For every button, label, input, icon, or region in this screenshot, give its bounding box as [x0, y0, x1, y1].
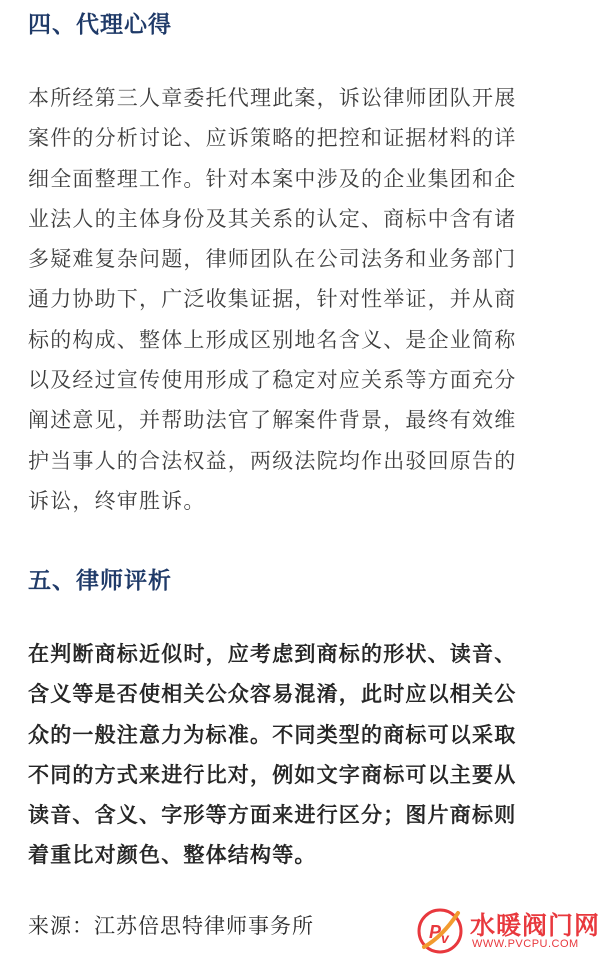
svg-text:P: P [429, 922, 442, 942]
paragraph-line: 着重比对颜色、整体结构等。 [28, 843, 317, 868]
watermark-url: WWW.PVCPU.COM [472, 938, 579, 950]
paragraph-line: 读音、含义、字形等方面来进行区分；图片商标则 [28, 803, 517, 828]
paragraph-line: 标的构成、整体上形成区别地名含义、是企业简称 [28, 327, 517, 352]
paragraph-line: 在判断商标近似时，应考虑到商标的形状、读音、 [28, 642, 517, 666]
paragraph-line: 护当事人的合法权益，两级法院均作出驳回原告的 [28, 448, 517, 473]
paragraph-line: 阐述意见，并帮助法官了解案件背景，最终有效维 [28, 408, 517, 433]
paragraph-line: 案件的分析讨论、应诉策略的把控和证据材料的详 [28, 126, 517, 151]
pv-logo-icon [416, 907, 464, 955]
source-attribution: 来源：江苏倍思特律师事务所 [28, 914, 314, 938]
watermark-title: 水暖阀门网 [470, 911, 600, 940]
paragraph-line: 诉讼，终审胜诉。 [28, 488, 206, 513]
paragraph-line: 含义等是否使相关公众容易混淆，此时应以相关公 [28, 682, 517, 707]
paragraph-line: 不同的方式来进行比对，例如文字商标可以主要从 [28, 762, 517, 787]
section-5-paragraph [28, 634, 516, 876]
paragraph-line: 多疑难复杂问题，律师团队在公司法务和业务部门 [28, 247, 517, 272]
paragraph-line: 众的一般注意力为标准。不同类型的商标可以采取 [28, 722, 517, 747]
section-5-heading: 五、律师评析 [28, 568, 172, 594]
section-4-paragraph [28, 78, 516, 521]
section-4-heading: 四、代理心得 [28, 12, 172, 38]
paragraph-line: 细全面整理工作。针对本案中涉及的企业集团和企 [28, 166, 517, 191]
paragraph-line: 通力协助下，广泛收集证据，针对性举证，并从商 [28, 287, 517, 312]
svg-text:v: v [441, 930, 449, 946]
paragraph-line: 业法人的主体身份及其关系的认定、商标中含有诸 [28, 206, 517, 231]
paragraph-line: 以及经过宣传使用形成了稳定对应关系等方面充分 [28, 368, 517, 393]
site-watermark [416, 905, 600, 957]
paragraph-line: 本所经第三人章委托代理此案，诉讼律师团队开展 [28, 86, 517, 110]
